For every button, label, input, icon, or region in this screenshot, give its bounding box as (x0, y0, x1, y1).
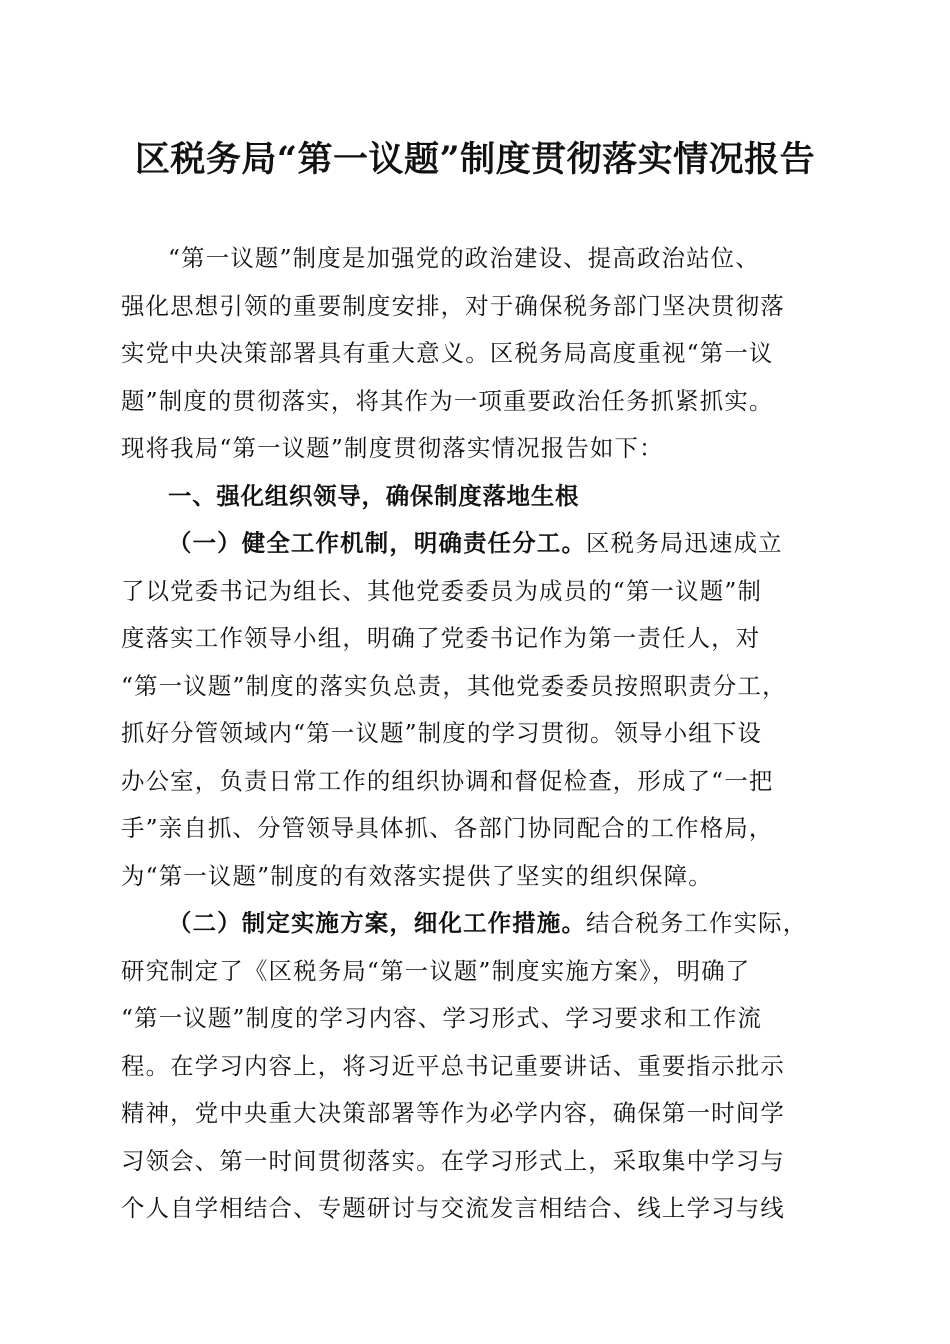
paragraph-line (168, 523, 783, 563)
paragraph-text: 区税务局迅速成立 (586, 529, 783, 557)
paragraph-line: “第一议题”制度的学习内容、学习形式、学习要求和工作流 (121, 1004, 763, 1032)
paragraph-line: 了以党委书记为组长、其他党委委员为成员的“第一议题”制 (121, 577, 763, 605)
paragraph-line: 现将我局“第一议题”制度贯彻落实情况报告如下： (121, 434, 664, 462)
paragraph-line: “第一议题”制度是加强党的政治建设、提高政治站位、 (168, 244, 760, 272)
paragraph-line: 习领会、第一时间贯彻落实。在学习形式上，采取集中学习与 (121, 1147, 785, 1175)
subsection-heading: （一）健全工作机制，明确责任分工。 (168, 529, 587, 557)
subsection-heading: （二）制定实施方案，细化工作措施。 (168, 909, 587, 937)
paragraph-line: 办公室，负责日常工作的组织协调和督促检查，形成了“一把 (121, 767, 774, 795)
paragraph-line: 手”亲自抓、分管领导具体抓、各部门协同配合的工作格局， (121, 814, 774, 842)
paragraph-line: 抓好分管领域内“第一议题”制度的学习贯彻。领导小组下设 (121, 719, 763, 747)
paragraph-line: 题”制度的贯彻落实，将其作为一项重要政治任务抓紧抓实。 (121, 387, 774, 415)
paragraph-line: “第一议题”制度的落实负总责，其他党委委员按照职责分工， (121, 672, 787, 700)
paragraph-line: 个人自学相结合、专题研讨与交流发言相结合、线上学习与线 (121, 1194, 785, 1222)
paragraph-text: 结合税务工作实际， (586, 909, 808, 937)
paragraph-line: 强化思想引领的重要制度安排，对于确保税务部门坚决贯彻落 (121, 292, 785, 320)
paragraph-line: 度落实工作领导小组，明确了党委书记作为第一责任人，对 (121, 624, 761, 652)
paragraph-line: 研究制定了《区税务局“第一议题”制度实施方案》，明确了 (121, 957, 751, 985)
paragraph-line (168, 903, 807, 943)
document-title: 区税务局“第一议题”制度贯彻落实情况报告 (134, 139, 816, 180)
section-heading: 一、强化组织领导，确保制度落地生根 (168, 482, 580, 510)
paragraph-line: 实党中央决策部署具有重大意义。区税务局高度重视“第一议 (121, 339, 774, 367)
paragraph-line: 精神，党中央重大决策部署等作为必学内容，确保第一时间学 (121, 1099, 785, 1127)
paragraph-line: 为“第一议题”制度的有效落实提供了坚实的组织保障。 (121, 862, 713, 890)
paragraph-line: 程。在学习内容上，将习近平总书记重要讲话、重要指示批示 (121, 1052, 785, 1080)
